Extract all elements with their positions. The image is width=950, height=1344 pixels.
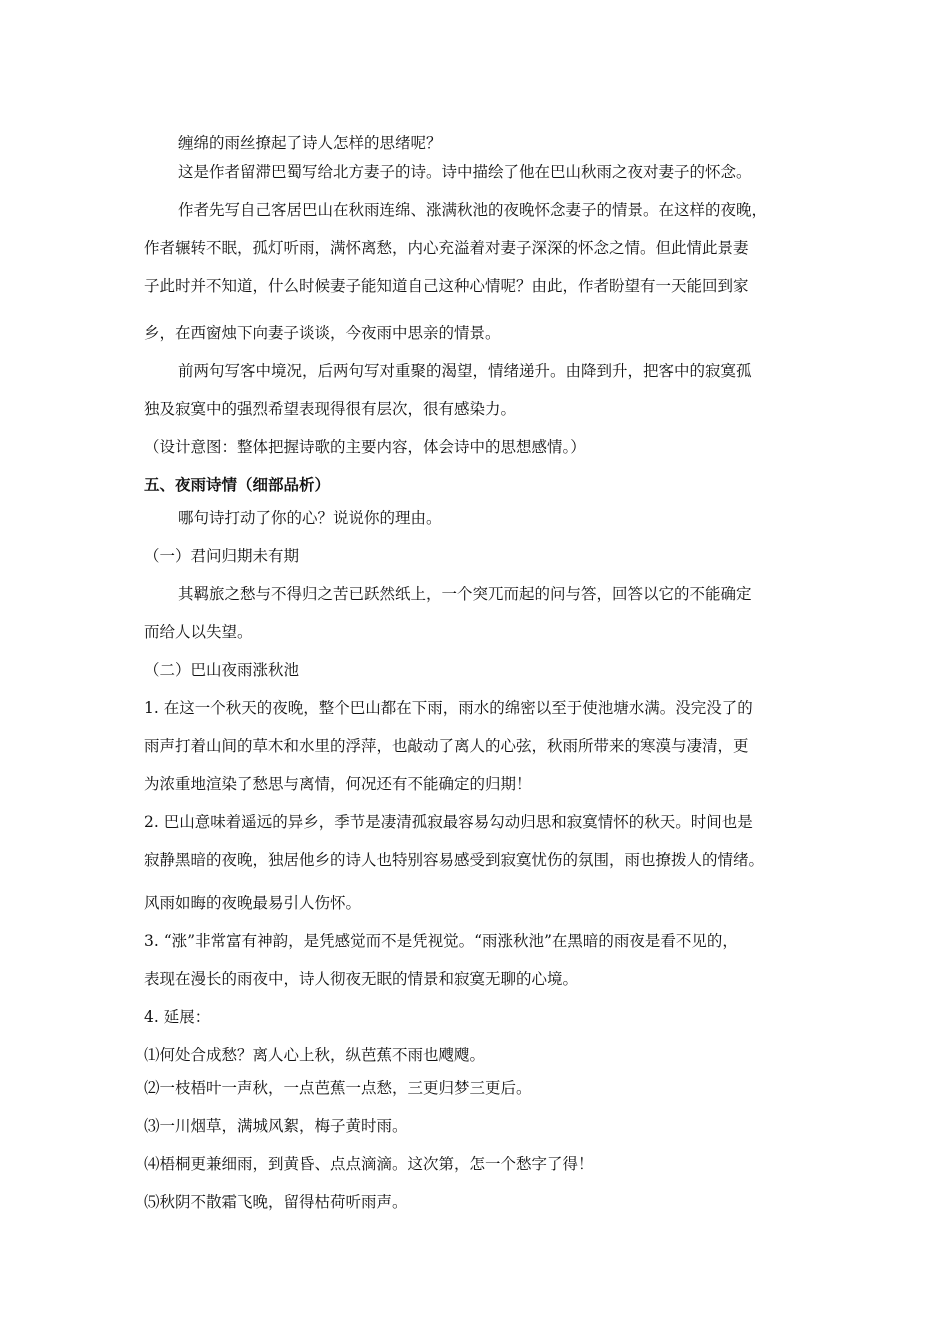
list-item: 4. 延展： [144,1008,211,1026]
text-line: 前两句写客中境况，后两句写对重聚的渴望，情绪递升。由降到升，把客中的寂寞孤 [178,362,752,380]
poem-line: ⑷梧桐更兼细雨，到黄昏、点点滴滴。这次第，怎一个愁字了得！ [144,1155,594,1173]
list-item: 3. “涨”非常富有神韵，是凭感觉而不是凭视觉。“雨涨秋池”在黑暗的雨夜是看不见的， [144,932,738,950]
text-line: 寂静黑暗的夜晚，独居他乡的诗人也特别容易感受到寂寞忧伤的氛围，雨也撩拨人的情绪。 [144,851,765,869]
list-item: 2. 巴山意味着遥远的异乡，季节是凄清孤寂最容易勾动归思和寂寞情怀的秋天。时间也是 [144,813,753,831]
text-line: 其羁旅之愁与不得归之苦已跃然纸上，一个突兀而起的问与答，回答以它的不能确定 [178,585,752,603]
text-line: 子此时并不知道，什么时候妻子能知道自己这种心情呢？由此，作者盼望有一天能回到家 [144,277,749,295]
poem-line: ⑶一川烟草，满城风絮，梅子黄时雨。 [144,1117,408,1135]
text-line: 缠绵的雨丝撩起了诗人怎样的思绪呢？ [178,134,442,152]
subheading: （一）君问归期未有期 [144,547,300,565]
poem-line: ⑵一枝梧叶一声秋，一点芭蕉一点愁，三更归梦三更后。 [144,1079,532,1097]
list-item: 1. 在这一个秋天的夜晚，整个巴山都在下雨，雨水的绵密以至于使池塘水满。没完没了的 [144,699,753,717]
question-text: 哪句诗打动了你的心？说说你的理由。 [178,509,442,527]
poem-line: ⑴何处合成愁？离人心上秋，纵芭蕉不雨也飕飕。 [144,1046,486,1064]
text-line: 为浓重地渲染了愁思与离情，何况还有不能确定的归期！ [144,775,532,793]
design-intent-note: （设计意图：整体把握诗歌的主要内容，体会诗中的思想感情。） [144,438,586,456]
text-line: 独及寂寞中的强烈希望表现得很有层次，很有感染力。 [144,400,517,418]
subheading: （二）巴山夜雨涨秋池 [144,661,300,679]
poem-line: ⑸秋阴不散霜飞晚，留得枯荷听雨声。 [144,1193,408,1211]
text-line: 作者先写自己客居巴山在秋雨连绵、涨满秋池的夜晚怀念妻子的情景。在这样的夜晚， [178,201,768,219]
text-line: 雨声打着山间的草木和水里的浮萍，也敲动了离人的心弦，秋雨所带来的寒漠与凄清，更 [144,737,749,755]
text-line: 表现在漫长的雨夜中，诗人彻夜无眠的情景和寂寞无聊的心境。 [144,970,579,988]
text-line: 风雨如晦的夜晚最易引人伤怀。 [144,894,362,912]
text-line: 而给人以失望。 [144,623,253,641]
text-line: 作者辗转不眠，孤灯听雨，满怀离愁，内心充溢着对妻子深深的怀念之情。但此情此景妻 [144,239,749,257]
section-heading: 五、夜雨诗情（细部品析） [144,475,331,494]
text-line: 这是作者留滞巴蜀写给北方妻子的诗。诗中描绘了他在巴山秋雨之夜对妻子的怀念。 [178,163,752,181]
text-line: 乡，在西窗烛下向妻子谈谈，今夜雨中思亲的情景。 [144,324,501,342]
